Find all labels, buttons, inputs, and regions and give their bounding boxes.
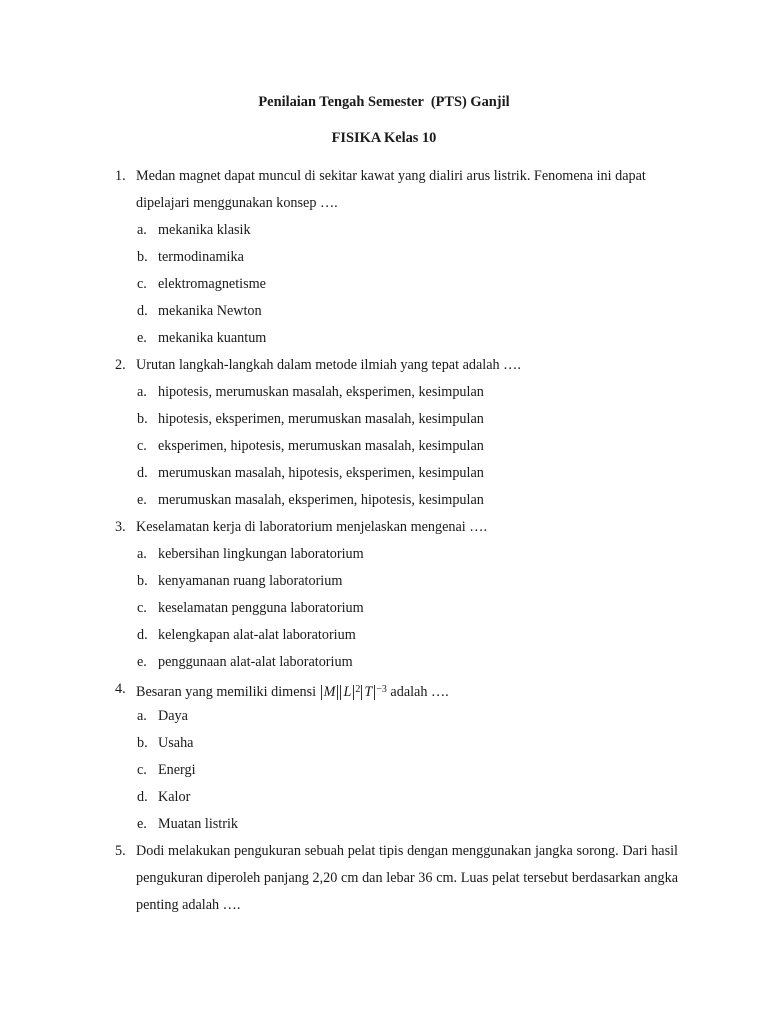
- question-3: [0, 517, 768, 679]
- option-text: mekanika kuantum: [158, 330, 267, 346]
- option-a: [0, 706, 768, 733]
- option-c: [0, 436, 768, 463]
- option-b: [0, 733, 768, 760]
- option-text: merumuskan masalah, hipotesis, eksperimen, kesimpulan: [158, 465, 484, 481]
- option-text: kelengkapan alat-alat laboratorium: [158, 627, 356, 643]
- option-letter: b.: [137, 249, 148, 265]
- option-text: elektromagnetisme: [158, 276, 266, 292]
- dimension-length: L: [340, 685, 354, 700]
- option-text: Energi: [158, 762, 196, 778]
- option-letter: c.: [137, 600, 147, 616]
- option-d: [0, 301, 768, 328]
- question-2: [0, 355, 768, 517]
- option-letter: a.: [137, 546, 147, 562]
- question-number: 4.: [115, 681, 126, 697]
- option-text: keselamatan pengguna laboratorium: [158, 600, 364, 616]
- question-5: [0, 841, 768, 922]
- dimension-time: T: [361, 685, 375, 700]
- question-text: [136, 676, 678, 706]
- option-text: Kalor: [158, 789, 191, 805]
- option-letter: a.: [137, 384, 147, 400]
- option-text: termodinamika: [158, 249, 244, 265]
- question-text-after: adalah ….: [390, 683, 449, 700]
- option-text: mekanika klasik: [158, 222, 251, 238]
- option-text: eksperimen, hipotesis, merumuskan masalah, kesimpulan: [158, 438, 484, 454]
- question-text: Urutan langkah-langkah dalam metode ilmiah yang tepat adalah ….: [136, 356, 521, 373]
- option-c: [0, 598, 768, 625]
- question-number: 3.: [115, 519, 126, 535]
- option-letter: d.: [137, 789, 148, 805]
- exponent-time: −3: [376, 683, 387, 695]
- option-a: [0, 544, 768, 571]
- option-text: penggunaan alat-alat laboratorium: [158, 654, 353, 670]
- option-text: Muatan listrik: [158, 816, 238, 832]
- option-letter: a.: [137, 708, 147, 724]
- question-text: Medan magnet dapat muncul di sekitar kawat yang dialiri arus listrik. Fenomena ini dapat dipelajari menggunakan konsep ….: [136, 167, 646, 211]
- option-letter: e.: [137, 654, 147, 670]
- dimension-mass: M: [321, 685, 339, 700]
- option-text: Daya: [158, 708, 188, 724]
- question-number: 2.: [115, 357, 126, 373]
- option-b: [0, 409, 768, 436]
- option-d: [0, 625, 768, 652]
- question-text: Dodi melakukan pengukuran sebuah pelat tipis dengan menggunakan jangka sorong. Dari hasil pengukuran diperoleh panjang 2,20 cm dan lebar 36 cm. Luas pelat tersebut berdasarkan angka penting adalah ….: [136, 842, 678, 913]
- option-text: merumuskan masalah, eksperimen, hipotesis, kesimpulan: [158, 492, 484, 508]
- question-1: [0, 166, 768, 355]
- option-b: [0, 247, 768, 274]
- option-d: [0, 787, 768, 814]
- exponent-length: 2: [355, 683, 361, 695]
- option-text: mekanika Newton: [158, 303, 262, 319]
- option-text: Usaha: [158, 735, 194, 751]
- option-letter: d.: [137, 627, 148, 643]
- option-b: [0, 571, 768, 598]
- option-a: [0, 220, 768, 247]
- option-text: hipotesis, merumuskan masalah, eksperimen, kesimpulan: [158, 384, 484, 400]
- page-title: Penilaian Tengah Semester (PTS) Ganjil: [258, 94, 510, 110]
- question-number: 1.: [115, 168, 126, 184]
- option-a: [0, 382, 768, 409]
- option-d: [0, 463, 768, 490]
- option-text: hipotesis, eksperimen, merumuskan masalah, kesimpulan: [158, 411, 484, 427]
- option-letter: b.: [137, 735, 148, 751]
- page-subtitle: FISIKA Kelas 10: [331, 130, 437, 146]
- option-letter: e.: [137, 330, 147, 346]
- option-letter: e.: [137, 816, 147, 832]
- option-letter: e.: [137, 492, 147, 508]
- question-text: Keselamatan kerja di laboratorium menjelaskan mengenai ….: [136, 518, 488, 535]
- question-number: 5.: [115, 843, 126, 859]
- question-list: [0, 166, 768, 922]
- option-letter: d.: [137, 465, 148, 481]
- option-letter: d.: [137, 303, 148, 319]
- option-letter: c.: [137, 276, 147, 292]
- option-letter: a.: [137, 222, 147, 238]
- option-c: [0, 760, 768, 787]
- option-text: kenyamanan ruang laboratorium: [158, 573, 343, 589]
- option-letter: b.: [137, 411, 148, 427]
- option-letter: c.: [137, 762, 147, 778]
- option-letter: c.: [137, 438, 147, 454]
- option-text: kebersihan lingkungan laboratorium: [158, 546, 364, 562]
- question-4: [0, 679, 768, 841]
- option-letter: b.: [137, 573, 148, 589]
- option-c: [0, 274, 768, 301]
- question-text-before: Besaran yang memiliki dimensi: [136, 683, 317, 700]
